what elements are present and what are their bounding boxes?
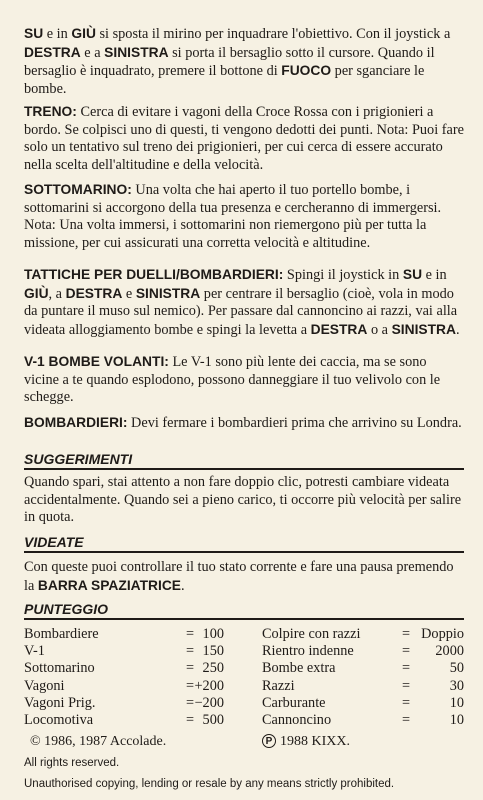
score-row	[24, 660, 254, 677]
score-label: Bombe extra	[262, 660, 336, 677]
copyright-kixx: 1988 KIXX.	[280, 734, 350, 749]
tattiche-text-3: , a	[48, 285, 66, 302]
score-value: 10	[449, 711, 464, 728]
score-label: Carburante	[262, 694, 326, 711]
score-row	[262, 695, 464, 712]
score-equals: =	[186, 711, 195, 728]
score-label: Vagoni Prig.	[24, 694, 96, 711]
v1-heading: V-1 BOMBE VOLANTI:	[24, 354, 169, 369]
tattiche-text-6: o a	[367, 321, 392, 338]
tattiche-text-7: .	[455, 321, 460, 338]
score-label: Cannoncino	[262, 711, 332, 728]
bombardieri-paragraph	[24, 414, 464, 433]
punteggio-heading	[24, 600, 464, 620]
punteggio-title: PUNTEGGIO	[24, 601, 109, 617]
kw-sinistra: SINISTRA	[104, 44, 169, 60]
kw-giu-2: GIÙ	[24, 285, 49, 301]
score-label: Bombardiere	[24, 626, 99, 642]
score-value: 100	[202, 626, 224, 642]
intro-text-2: si sposta il mirino per inquadrare l'obiettivo. Con il joystick a	[95, 26, 451, 42]
score-equals: =	[402, 694, 411, 711]
score-value: Doppio	[421, 626, 464, 642]
copying-warning: Unauthorised copying, lending or resale by any means strictly prohibited.	[24, 778, 395, 790]
intro-paragraph	[24, 25, 464, 98]
kw-giu: GIÙ	[71, 26, 96, 41]
kw-sinistra-3: SINISTRA	[391, 321, 456, 337]
score-label: Razzi	[262, 677, 295, 694]
tattiche-heading: TATTICHE PER DUELLI/BOMBARDIERI:	[24, 267, 284, 282]
score-value: 500	[202, 711, 224, 728]
score-equals: =	[186, 694, 195, 711]
score-equals: =	[402, 660, 411, 677]
score-label: Colpire con razzi	[262, 626, 361, 642]
sottomarino-heading: SOTTOMARINO:	[24, 182, 132, 197]
score-equals: =	[186, 660, 195, 677]
score-row	[24, 678, 254, 695]
score-row	[262, 660, 464, 677]
score-value: 30	[449, 677, 464, 694]
tattiche-text-5: per centrare il bersaglio (cioè, vola in modo da puntare il muso sul nemico). Per passare dal cannoncino ai razzi, vai alla videata alloggiamento bombe e spingi la levetta a	[24, 285, 458, 338]
score-row	[262, 626, 464, 643]
score-row	[262, 712, 464, 729]
score-column-right	[262, 626, 464, 729]
intro-text-4: si porta il bersaglio sotto il cursore. Quando il bersaglio è inquadrato, premere il bottone di	[24, 44, 435, 80]
score-label: Rientro indenne	[262, 643, 354, 660]
score-equals: =	[402, 643, 411, 660]
score-row	[262, 678, 464, 695]
v1-paragraph	[24, 353, 464, 407]
kw-barra-spaziatrice: BARRA SPAZIATRICE	[37, 577, 181, 593]
bombardieri-text: Devi fermare i bombardieri prima che arrivino su Londra.	[127, 415, 462, 431]
score-equals: =	[186, 626, 195, 642]
phonogram-icon: P	[262, 734, 276, 748]
videate-paragraph	[24, 559, 464, 595]
score-equals: =	[186, 677, 195, 694]
score-label: V-1	[24, 643, 45, 660]
score-equals: =	[186, 643, 195, 660]
sottomarino-paragraph	[24, 181, 464, 252]
score-equals: =	[402, 711, 411, 728]
score-label: Locomotiva	[24, 711, 94, 728]
score-equals: =	[402, 626, 411, 642]
videate-text-2: .	[180, 577, 185, 594]
score-value: +200	[194, 677, 224, 694]
score-column-left	[24, 626, 254, 729]
tattiche-text-1: Spingi il joystick in	[283, 267, 403, 283]
score-value: 250	[202, 660, 224, 677]
score-label: Sottomarino	[24, 660, 95, 677]
videate-heading	[24, 533, 464, 553]
kw-sinistra-2: SINISTRA	[135, 285, 201, 301]
kw-destra-2: DESTRA	[65, 285, 123, 301]
sottomarino-text: Una volta che hai aperto il tuo portello bombe, i sottomarini si accorgono della tua presenza e cercheranno di immergersi. Nota: Una volta immersi, i sottomarini non riemergono più per tutta la missione, per cui assicurati una corretta velocità e altitudine.	[24, 182, 442, 251]
score-label: Vagoni	[24, 677, 65, 694]
score-value: 2000	[435, 643, 464, 660]
intro-text-5: per sganciare le bombe.	[24, 63, 425, 97]
kw-su: SU	[24, 26, 44, 41]
tattiche-text-4: e	[122, 285, 136, 302]
tattiche-text-2: e in	[422, 267, 447, 283]
rights-reserved: All rights reserved.	[24, 757, 120, 769]
copyright-kixx-line	[262, 733, 350, 751]
videate-title: VIDEATE	[24, 534, 84, 550]
kw-destra: DESTRA	[24, 44, 81, 60]
treno-text: Cerca di evitare i vagoni della Croce Rossa con i prigionieri a bordo. Se colpisci uno di questi, ti vengono dedotti dei punti. Nota: Puoi fare solo un tentativo sul treno dei prigionieri, per cui cerca di essere accurato nella scelta dell'altitudine e della velocità.	[24, 104, 464, 173]
suggerimenti-heading	[24, 450, 464, 470]
intro-text-1: e in	[43, 26, 72, 42]
kw-fuoco: FUOCO	[281, 63, 332, 79]
kw-destra-3: DESTRA	[310, 321, 368, 337]
treno-paragraph	[24, 103, 464, 174]
score-row	[24, 643, 254, 660]
score-row	[262, 643, 464, 660]
tattiche-paragraph	[24, 266, 464, 339]
treno-heading: TRENO:	[24, 104, 77, 119]
score-row	[24, 626, 254, 643]
copyright-accolade: © 1986, 1987 Accolade.	[30, 734, 167, 749]
score-value: 150	[202, 643, 224, 660]
score-value: 50	[449, 660, 464, 677]
v1-text: Le V-1 sono più lente dei caccia, ma se sono vicine a te quando esplodono, possono danneggiare il tuo velivolo con le schegge.	[24, 354, 441, 406]
kw-su-2: SU	[402, 267, 423, 282]
score-value: 10	[449, 694, 464, 711]
suggerimenti-title: SUGGERIMENTI	[24, 451, 133, 467]
score-value: −200	[194, 694, 224, 711]
score-equals: =	[402, 677, 411, 694]
score-row	[24, 695, 254, 712]
score-row	[24, 712, 254, 729]
intro-text-3: e a	[80, 44, 105, 61]
suggerimenti-text: Quando spari, stai attento a non fare doppio clic, potresti cambiare videata accidentalmente. Quando sei a pieno carico, ti occorre più velocità per salire in quota.	[24, 474, 462, 526]
videate-text-1: Con queste puoi controllare il tuo stato corrente e fare una pausa premendo la	[24, 559, 454, 594]
bombardieri-heading: BOMBARDIERI:	[24, 415, 128, 430]
